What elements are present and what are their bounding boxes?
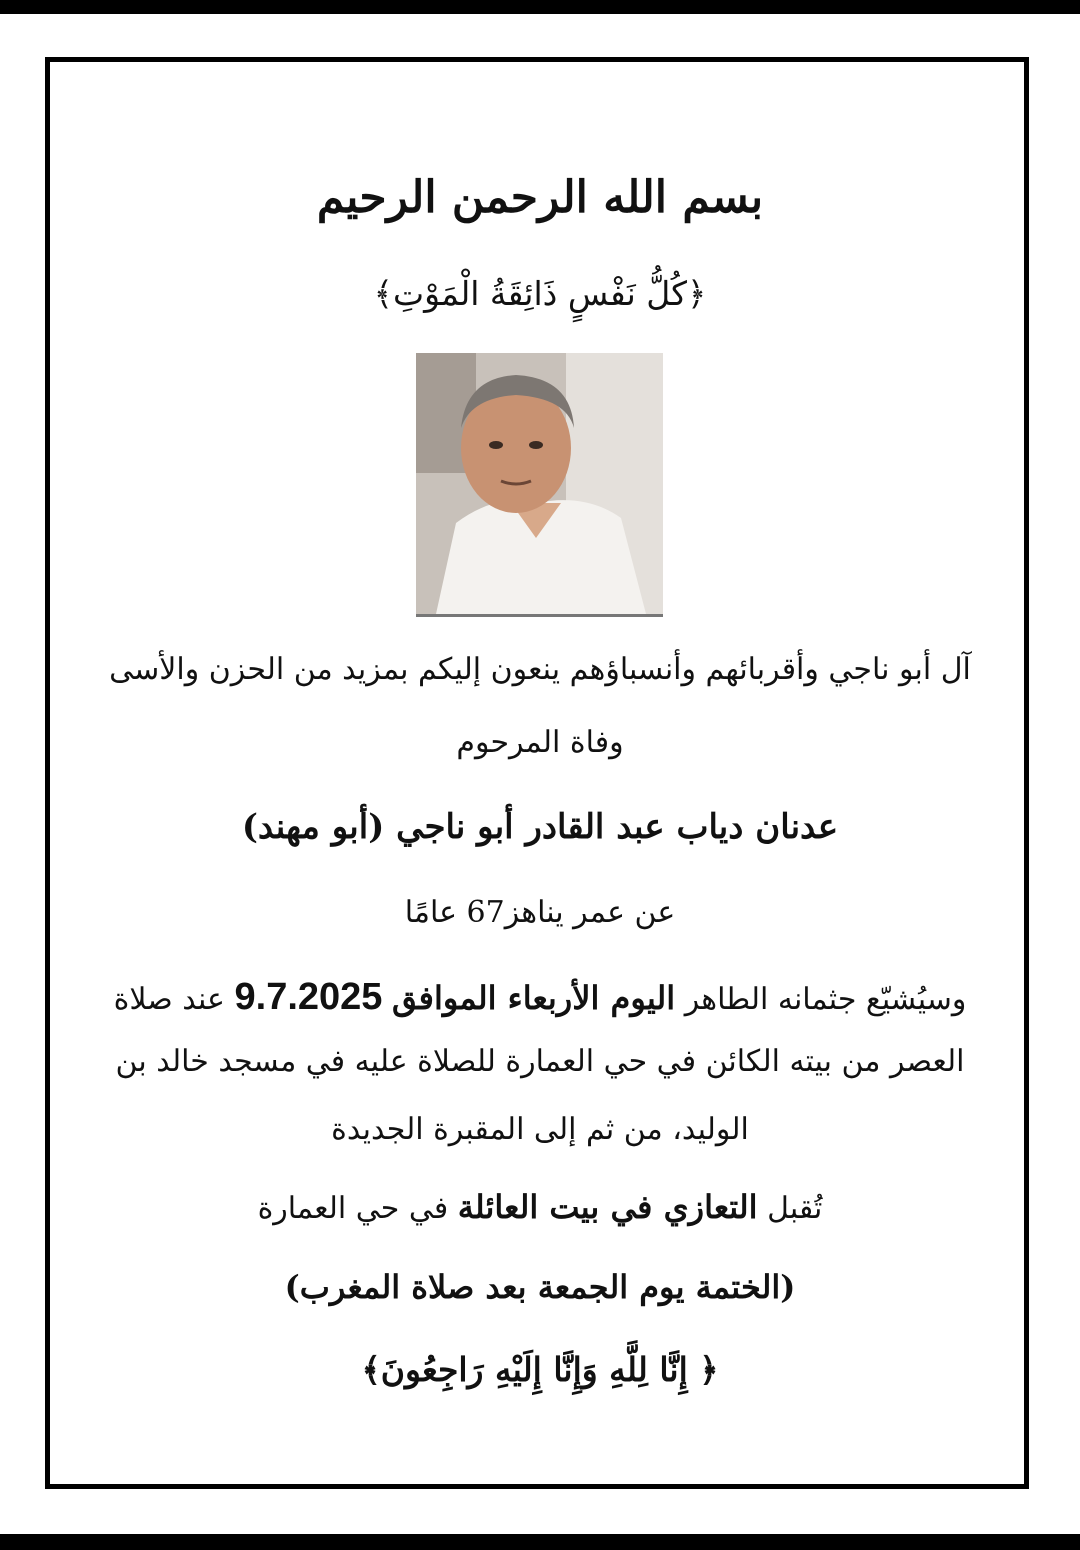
condolences-prefix: تُقبل <box>767 1191 823 1226</box>
deceased-name: عدنان دياب عبد القادر أبو ناجي (أبو مهند) <box>241 807 839 847</box>
age-value: 67 <box>466 895 505 930</box>
funeral-date: 9.7.2025 <box>234 976 383 1018</box>
age-prefix: عن عمر يناهز <box>504 895 676 930</box>
quran-verse-top: ﴿كُلُّ نَفْسٍ ذَائِقَةُ الْمَوْتِ﴾ <box>373 274 707 313</box>
intro-line-2: وفاة المرحوم <box>456 725 624 760</box>
basmala-heading: بسم الله الرحمن الرحيم <box>316 172 764 223</box>
condolences-bold: التعازي في بيت العائلة <box>457 1188 758 1226</box>
top-black-bar <box>0 0 1080 14</box>
funeral-day: اليوم الأربعاء الموافق <box>391 979 676 1017</box>
funeral-suffix: عند صلاة <box>113 982 225 1017</box>
intro-line-1: آل أبو ناجي وأقربائهم وأنسباؤهم ينعون إليكم بمزيد من الحزن والأسى <box>109 652 971 687</box>
bottom-black-bar <box>0 1534 1080 1550</box>
condolences-line <box>100 1188 980 1227</box>
age-suffix: عامًا <box>404 895 457 930</box>
funeral-line-3: الوليد، من ثم إلى المقبرة الجديدة <box>331 1112 749 1147</box>
age-line <box>100 895 980 931</box>
funeral-line-1 <box>80 975 1000 1021</box>
funeral-prefix: وسيُشيّع جثمانه الطاهر <box>684 982 967 1017</box>
khatma-line: (الختمة يوم الجمعة بعد صلاة المغرب) <box>284 1268 796 1306</box>
quran-verse-bottom: ﴿ إِنَّا لِلَّهِ وَإِنَّا إِلَيْهِ رَاجِعُونَ﴾ <box>361 1350 719 1389</box>
deceased-photo <box>416 353 663 617</box>
funeral-line-2: العصر من بيته الكائن في حي العمارة للصلاة عليه في مسجد خالد بن <box>115 1044 965 1079</box>
condolences-suffix: في حي العمارة <box>257 1191 449 1226</box>
